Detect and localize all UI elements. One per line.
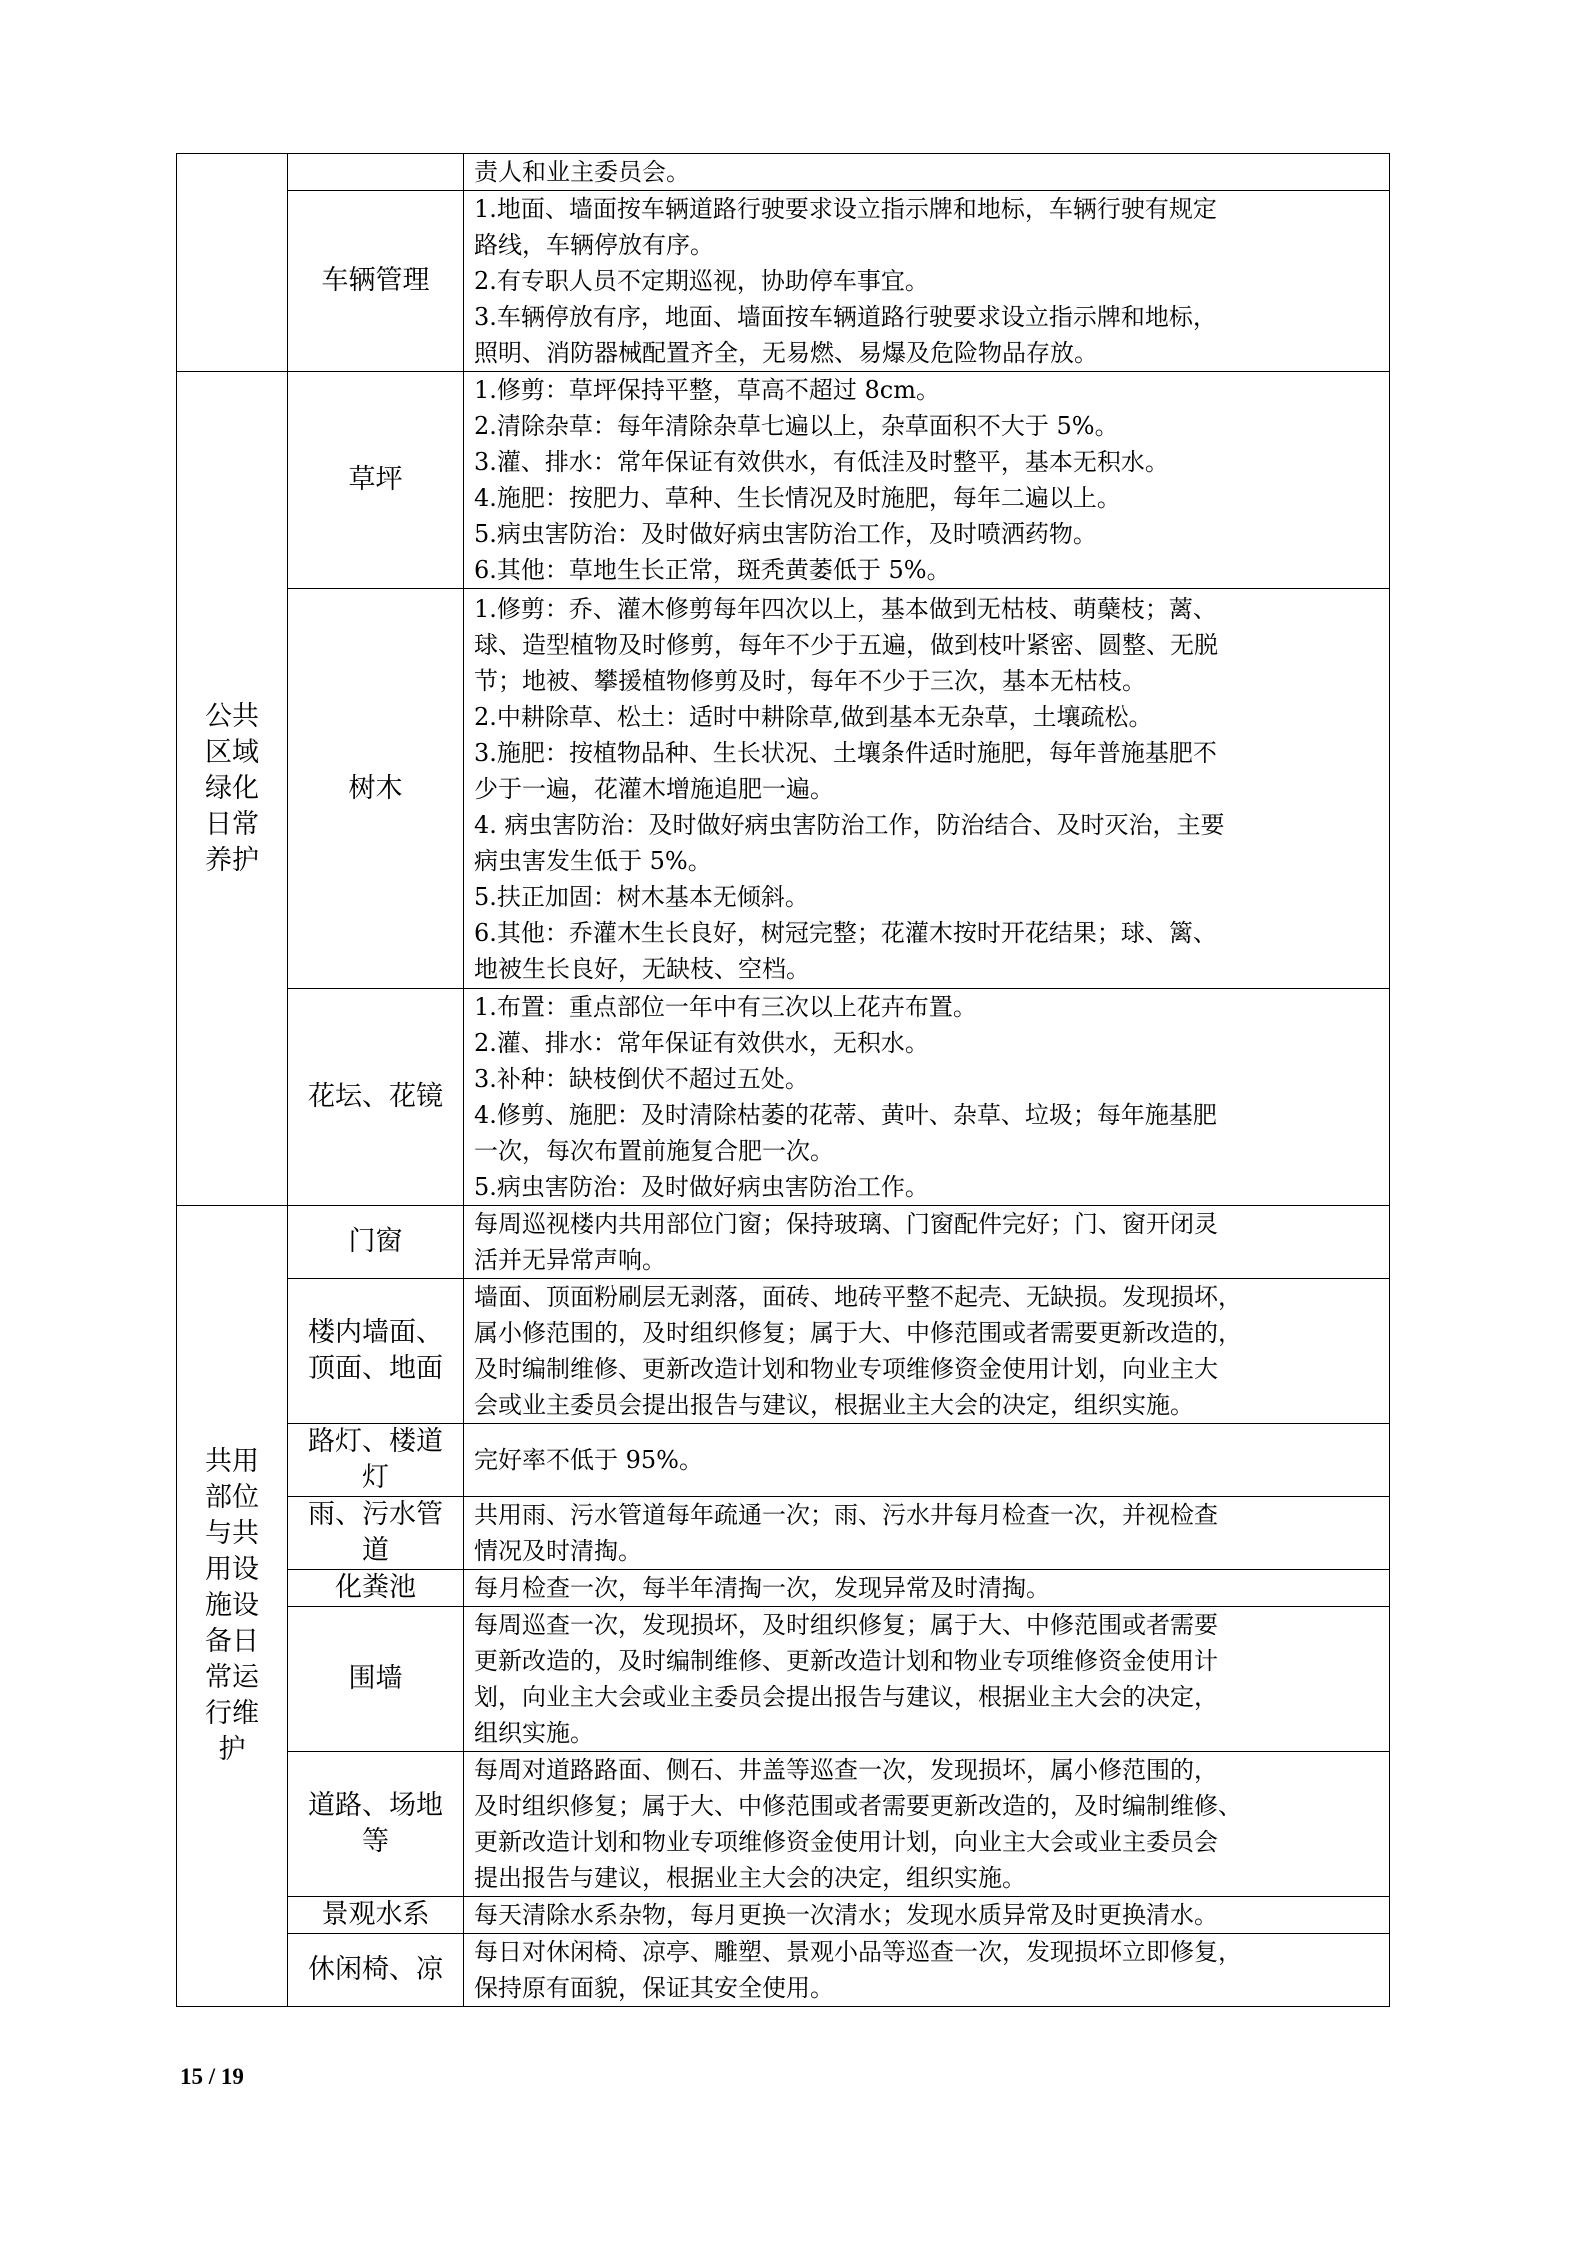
item-label-line: 楼内墙面、	[308, 1317, 443, 1348]
requirement-cell	[464, 1934, 1390, 2007]
item-label: 花坛、花镜	[308, 1081, 443, 1112]
category-cell	[177, 372, 288, 1206]
item-label: 休闲椅、凉	[308, 1954, 443, 1985]
item-label: 围墙	[348, 1663, 403, 1694]
item-label: 车辆管理	[321, 265, 430, 296]
category-cell	[177, 1206, 288, 2007]
table-row	[177, 372, 1390, 589]
item-cell	[288, 589, 464, 989]
requirement-line: 每天清除水系杂物，每月更换一次清水；发现水质异常及时更换清水。	[474, 1901, 1218, 1929]
item-cell	[288, 1497, 464, 1570]
maintenance-standards-table	[176, 153, 1390, 2007]
requirement-line: 及时编制维修、更新改造计划和物业专项维修资金使用计划，向业主大	[474, 1355, 1218, 1383]
category-label-line: 护	[218, 1734, 246, 1765]
requirement-line: 节；地被、攀援植物修剪及时，每年不少于三次，基本无枯枝。	[474, 666, 1146, 695]
requirement-line: 共用雨、污水管道每年疏通一次；雨、污水井每月检查一次，并视检查	[474, 1501, 1218, 1529]
requirement-line: 4.修剪、施肥：及时清除枯萎的花蒂、黄叶、杂草、垃圾；每年施基肥	[474, 1101, 1217, 1129]
requirement-cell	[464, 589, 1390, 989]
requirement-line: 3.补种：缺枝倒伏不超过五处。	[474, 1065, 809, 1093]
requirement-line: 墙面、顶面粉刷层无剥落，面砖、地砖平整不起壳、无缺损。发现损坏，	[474, 1283, 1242, 1311]
item-label-line: 道路、场地	[308, 1790, 443, 1821]
requirement-line: 会或业主委员会提出报告与建议，根据业主大会的决定，组织实施。	[474, 1391, 1194, 1419]
requirement-line: 2.清除杂草：每年清除杂草七遍以上，杂草面积不大于 5%。	[474, 412, 1119, 440]
table-row	[177, 1934, 1390, 2007]
item-label-line: 顶面、地面	[308, 1353, 443, 1384]
requirement-cell	[464, 1279, 1390, 1424]
requirement-line: 球、造型植物及时修剪，每年不少于五遍，做到枝叶紧密、圆整、无脱	[474, 630, 1218, 659]
category-label-line: 养护	[205, 844, 259, 876]
requirement-line: 少于一遍，花灌木增施追肥一遍。	[474, 774, 834, 803]
table-row	[177, 154, 1390, 191]
item-label-line: 雨、污水管	[308, 1499, 443, 1530]
category-label-line: 共用	[205, 1446, 259, 1477]
item-label-line: 路灯、楼道	[308, 1426, 443, 1457]
requirement-line: 地被生长良好，无缺枝、空档。	[474, 954, 810, 983]
table-row	[177, 191, 1390, 372]
table-row	[177, 989, 1390, 1206]
category-label-line: 常运	[205, 1662, 259, 1693]
table-row	[177, 1897, 1390, 1934]
requirement-line: 组织实施。	[474, 1719, 594, 1747]
item-label: 景观水系	[321, 1899, 430, 1930]
requirement-line: 1.修剪：草坪保持平整，草高不超过 8cm。	[474, 376, 940, 404]
category-cell-empty	[177, 154, 288, 372]
item-label: 草坪	[348, 464, 403, 495]
item-cell	[288, 1570, 464, 1607]
requirement-line: 1.地面、墙面按车辆道路行驶要求设立指示牌和地标，车辆行驶有规定	[474, 195, 1217, 223]
requirement-line: 6.其他：草地生长正常，斑秃黄萎低于 5%。	[474, 556, 951, 584]
requirement-line: 5.病虫害防治：及时做好病虫害防治工作，及时喷洒药物。	[474, 520, 1097, 548]
requirement-line: 保持原有面貌，保证其安全使用。	[474, 1974, 834, 2002]
requirement-line: 5.扶正加固：树木基本无倾斜。	[474, 882, 809, 911]
requirement-line: 病虫害发生低于 5%。	[474, 846, 712, 875]
requirement-line: 1.修剪：乔、灌木修剪每年四次以上，基本做到无枯枝、萌蘖枝；蓠、	[474, 594, 1217, 623]
item-cell	[288, 372, 464, 589]
table-row	[177, 1570, 1390, 1607]
requirement-line: 责人和业主委员会。	[474, 158, 690, 186]
category-label-line: 绿化	[205, 772, 259, 804]
requirement-cell	[464, 989, 1390, 1206]
requirement-cell	[464, 1497, 1390, 1570]
requirement-cell	[464, 1752, 1390, 1897]
item-label-line: 灯	[362, 1462, 389, 1493]
requirement-line: 3.灌、排水：常年保证有效供水，有低洼及时整平，基本无积水。	[474, 448, 1169, 476]
category-label-line: 区域	[205, 736, 259, 768]
category-label-line: 公共	[205, 700, 259, 732]
requirement-line: 4. 病虫害防治：及时做好病虫害防治工作，防治结合、及时灭治，主要	[474, 810, 1225, 839]
requirement-line: 情况及时清掏。	[474, 1537, 642, 1565]
item-cell	[288, 989, 464, 1206]
item-cell	[288, 1607, 464, 1752]
item-cell	[288, 1752, 464, 1897]
requirement-line: 每周巡查一次，发现损坏，及时组织修复；属于大、中修范围或者需要	[474, 1611, 1218, 1639]
category-label-line: 用设	[205, 1554, 259, 1585]
item-label-line: 道	[362, 1535, 389, 1566]
requirement-line: 更新改造的，及时编制维修、更新改造计划和物业专项维修资金使用计	[474, 1647, 1218, 1675]
requirement-line: 完好率不低于 95%。	[474, 1446, 703, 1474]
requirement-line: 属小修范围的，及时组织修复；属于大、中修范围或者需要更新改造的，	[474, 1319, 1242, 1347]
requirement-cell	[464, 372, 1390, 589]
requirement-line: 每日对休闲椅、凉亭、雕塑、景观小品等巡查一次，发现损坏立即修复，	[474, 1938, 1242, 1966]
requirement-line: 4.施肥：按肥力、草种、生长情况及时施肥，每年二遍以上。	[474, 484, 1121, 512]
item-label: 门窗	[348, 1226, 403, 1257]
requirement-line: 1.布置：重点部位一年中有三次以上花卉布置。	[474, 993, 977, 1021]
table-row	[177, 1206, 1390, 1279]
item-cell	[288, 154, 464, 191]
requirement-cell	[464, 154, 1390, 191]
requirement-line: 路线，车辆停放有序。	[474, 231, 714, 259]
requirement-line: 2.中耕除草、松土：适时中耕除草,做到基本无杂草，土壤疏松。	[474, 702, 1153, 731]
table-row	[177, 1279, 1390, 1424]
table-row	[177, 1752, 1390, 1897]
requirement-cell	[464, 191, 1390, 372]
item-label: 化粪池	[335, 1572, 416, 1603]
requirement-line: 每周对道路路面、侧石、井盖等巡查一次，发现损坏，属小修范围的，	[474, 1756, 1218, 1784]
requirement-line: 6.其他：乔灌木生长良好，树冠完整；花灌木按时开花结果；球、篱、	[474, 918, 1217, 947]
requirement-line: 活并无异常声响。	[474, 1246, 666, 1274]
category-label-line: 施设	[205, 1590, 259, 1621]
requirement-line: 2.灌、排水：常年保证有效供水，无积水。	[474, 1029, 929, 1057]
category-label-line: 与共	[205, 1518, 259, 1549]
table-row	[177, 1497, 1390, 1570]
requirement-line: 提出报告与建议，根据业主大会的决定，组织实施。	[474, 1864, 1026, 1892]
item-label: 树木	[348, 772, 403, 804]
requirement-line: 一次，每次布置前施复合肥一次。	[474, 1137, 834, 1165]
item-cell	[288, 1897, 464, 1934]
requirement-cell	[464, 1897, 1390, 1934]
item-cell	[288, 1424, 464, 1497]
requirement-line: 3.施肥：按植物品种、生长状况、土壤条件适时施肥，每年普施基肥不	[474, 738, 1217, 767]
requirement-line: 划，向业主大会或业主委员会提出报告与建议，根据业主大会的决定，	[474, 1683, 1218, 1711]
table-row	[177, 1607, 1390, 1752]
requirement-line: 2.有专职人员不定期巡视，协助停车事宜。	[474, 267, 929, 295]
requirement-cell	[464, 1607, 1390, 1752]
item-cell	[288, 1279, 464, 1424]
category-label-line: 备日	[205, 1626, 259, 1657]
category-label-line: 日常	[205, 808, 259, 840]
requirement-cell	[464, 1570, 1390, 1607]
requirement-line: 5.病虫害防治：及时做好病虫害防治工作。	[474, 1173, 929, 1201]
category-label-line: 部位	[205, 1482, 259, 1513]
table-body	[177, 154, 1390, 2007]
requirement-line: 每周巡视楼内共用部位门窗；保持玻璃、门窗配件完好；门、窗开闭灵	[474, 1210, 1218, 1238]
requirement-line: 照明、消防器械配置齐全，无易燃、易爆及危险物品存放。	[474, 339, 1098, 367]
table-row	[177, 1424, 1390, 1497]
item-cell	[288, 1934, 464, 2007]
page-number: 15 / 19	[180, 2064, 244, 2089]
item-cell	[288, 191, 464, 372]
requirement-line: 及时组织修复；属于大、中修范围或者需要更新改造的，及时编制维修、	[474, 1792, 1242, 1820]
category-label-line: 行维	[205, 1698, 259, 1729]
requirement-line: 3.车辆停放有序，地面、墙面按车辆道路行驶要求设立指示牌和地标，	[474, 303, 1217, 331]
item-label-line: 等	[362, 1826, 389, 1857]
requirement-line: 每月检查一次，每半年清掏一次，发现异常及时清掏。	[474, 1574, 1050, 1602]
requirement-cell	[464, 1206, 1390, 1279]
table-row	[177, 589, 1390, 989]
requirement-line: 更新改造计划和物业专项维修资金使用计划，向业主大会或业主委员会	[474, 1828, 1218, 1856]
item-cell	[288, 1206, 464, 1279]
requirement-cell	[464, 1424, 1390, 1497]
